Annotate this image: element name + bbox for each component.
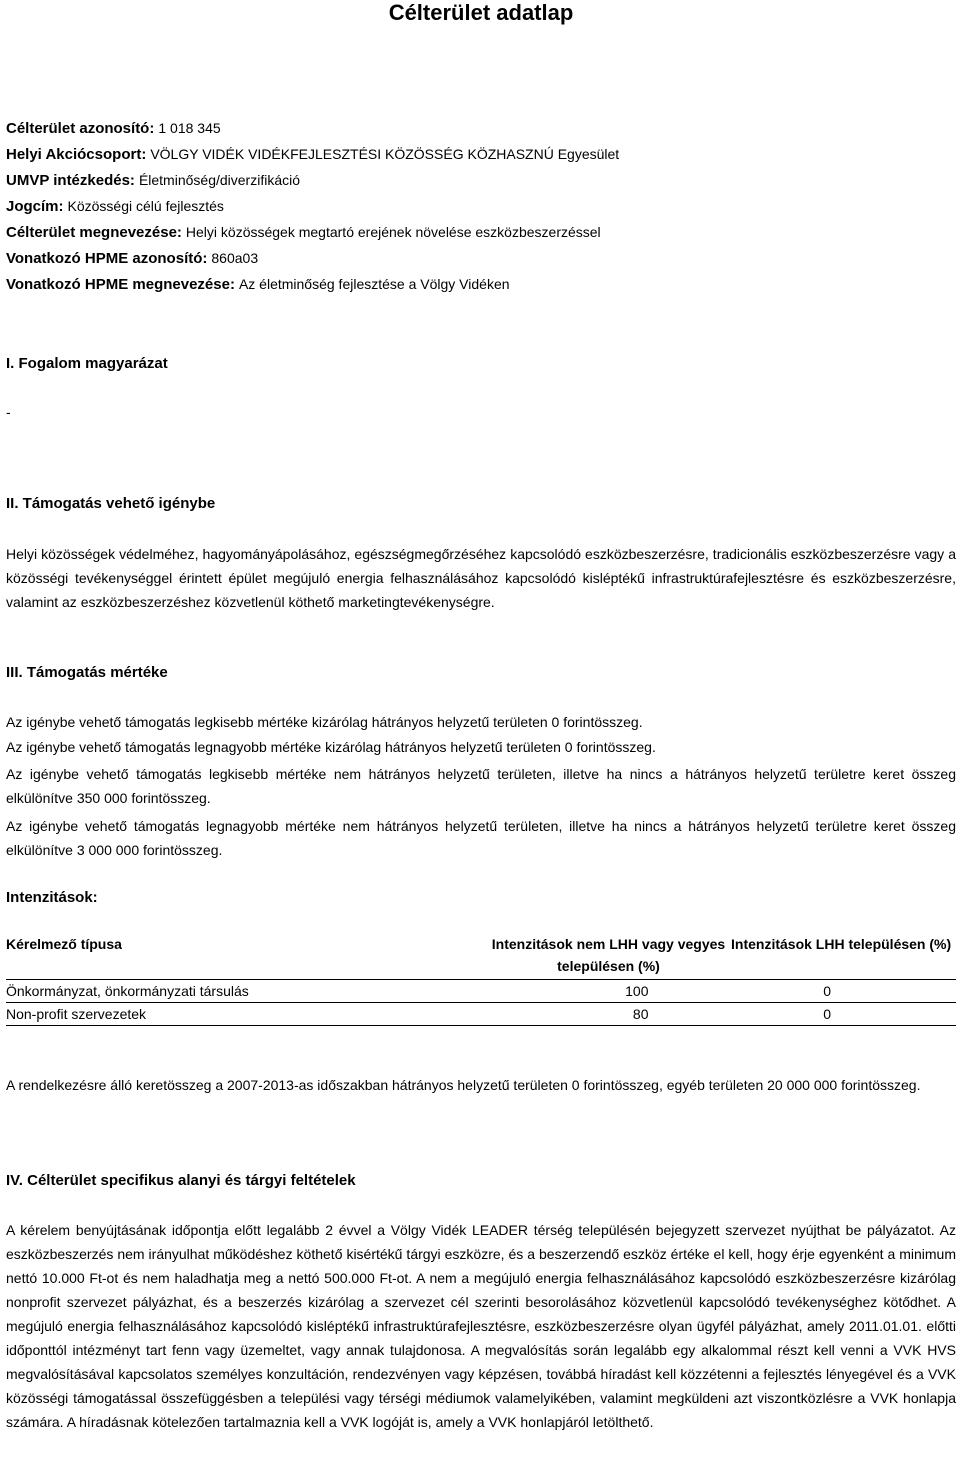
section-2-body: Helyi közösségek védelméhez, hagyományápolásához, egészségmegőrzéséhez kapcsolódó eszközbeszerzésre, tradicionális eszközbeszerzésre vagy a közösségi tevékenységgel érintett épület megújuló energia felhasználásához kapcsolódó kisléptékű infrastruktúrafejlesztésre és eszközbeszerzésre, valamint az eszközbeszerzéshez közvetlenül köthető marketingtevékenységre. [6,546,956,610]
meta-label: Jogcím: [6,198,64,215]
table-row [6,1003,956,1026]
section-4-body: A kérelem benyújtásának időpontja előtt legalább 2 évvel a Völgy Vidék LEADER térség településén bejegyzett szervezet nyújthat be pályázatot. Az eszközbeszerzés nem irányulhat működéshez köthető kisértékű tárgyi eszközre, és a beszerzendő eszköz értéke el kell, hogy érje egyenként a minimum nettó 10.000 Ft-ot és nem haladhatja meg a nettó 500.000 Ft-ot. A nem a megújuló energia felhasználásához kapcsolódó eszközbeszerzésre kizárólag nonprofit szervezet pályázhat, és a beszerzés kizárólag a szervezet cél szerinti besorolásához közvetlenül kapcsolódó tevékenységhez kötődhet. A megújuló energia felhasználásához kapcsolódó kisléptékű infrastruktúrafejlesztésre, eszközbeszerzésre olyan ügyfél pályázhat, amely 2011.01.01. előtti időponttól intézményt tart fenn vagy üzemeltet, vagy annak tulajdonosa. A megvalósítás során legalább egy alkalommal részt kell venni a VVK HVS megvalósításával kapcsolatos személyes konzultáción, rendezvényen vagy képzésen, továbbá híradást kell közzétenni a fejlesztés lényegével és a VVK közösségi támogatással összefüggésben a települési vagy térségi médiumok valamelyikében, valamint megküldeni azt viszontközlésre a VVK honlapja számára. A híradásnak kötelezően tartalmaznia kell a VVK logóját is, amely a VVK honlapjáról letölthető. [6,1222,956,1430]
meta-label: Vonatkozó HPME megnevezése: [6,276,235,293]
meta-row-hpme-id [6,247,619,273]
cell-non-lhh [486,980,731,1003]
table-header-row [6,931,956,980]
section-3-paragraph: Az igénybe vehető támogatás legkisebb mértéke nem hátrányos helyzetű területen, illetve ha nincs a hátrányos helyzetű területre keret összeg elkülönítve 350 000 forintösszeg. [6,766,956,806]
meta-row-jogcim [6,195,619,221]
meta-label: Célterület azonosító: [6,120,155,137]
meta-value: Életminőség/diverzifikáció [138,172,301,188]
intensities-heading: Intenzitások: [6,889,98,906]
meta-label: UMVP intézkedés: [6,172,135,189]
cell-non-lhh [486,1003,731,1026]
meta-label: Helyi Akciócsoport: [6,146,147,163]
meta-value: Az életminőség fejlesztése a Völgy Vidéken [238,276,510,292]
cell-value: 100 [625,983,649,999]
page-title: Célterület adatlap [388,0,574,25]
column-header: Kérelmező típusa [6,931,486,980]
cell-applicant-type: Önkormányzat, önkormányzati társulás [6,980,486,1003]
meta-row-hpme-name [6,273,619,299]
cell-value: 0 [823,983,831,999]
meta-value: 860a03 [211,250,259,266]
meta-label: Vonatkozó HPME azonosító: [6,250,208,267]
cell-value: 0 [823,1006,831,1022]
meta-value: Közösségi célú fejlesztés [67,198,224,214]
cell-lhh [731,1003,956,1026]
section-1-heading: I. Fogalom magyarázat [6,355,168,372]
meta-row-target-name [6,221,619,247]
meta-label: Célterület megnevezése: [6,224,182,241]
meta-row-target-id [6,117,619,143]
section-3-heading: III. Támogatás mértéke [6,664,168,681]
section-4-heading: IV. Célterület specifikus alanyi és tárgyi feltételek [6,1172,356,1189]
section-3-paragraph: Az igénybe vehető támogatás legnagyobb mértéke nem hátrányos helyzetű területen, illetve ha nincs a hátrányos helyzetű területre keret összeg elkülönítve 3 000 000 forintösszeg. [6,818,956,858]
section-3-line: Az igénybe vehető támogatás legkisebb mértéke kizárólag hátrányos helyzetű területen 0 forintösszeg. [6,714,643,730]
budget-paragraph: A rendelkezésre álló keretösszeg a 2007-2013-as időszakban hátrányos helyzetű területen 0 forintösszeg, egyéb területen 20 000 000 forintösszeg. [6,1077,921,1093]
section-2-heading: II. Támogatás vehető igénybe [6,495,216,512]
meta-value: VÖLGY VIDÉK VIDÉKFEJLESZTÉSI KÖZÖSSÉG KÖZHASZNÚ Egyesület [150,146,620,162]
cell-applicant-type: Non-profit szervezetek [6,1003,486,1026]
column-header: Intenzitások nem LHH vagy vegyes településen (%) [486,931,731,980]
cell-value: 80 [632,1006,649,1022]
meta-row-umvp [6,169,619,195]
meta-row-action-group [6,143,619,169]
intensities-table [6,931,956,1026]
section-3-line: Az igénybe vehető támogatás legnagyobb mértéke kizárólag hátrányos helyzetű területen 0 forintösszeg. [6,739,656,755]
cell-lhh [731,980,956,1003]
meta-value: 1 018 345 [158,120,221,136]
metadata-block [6,117,619,299]
meta-value: Helyi közösségek megtartó erejének növelése eszközbeszerzéssel [185,224,601,240]
table-row [6,980,956,1003]
column-header: Intenzitások LHH településen (%) [731,931,956,980]
section-1-body: - [6,404,11,420]
